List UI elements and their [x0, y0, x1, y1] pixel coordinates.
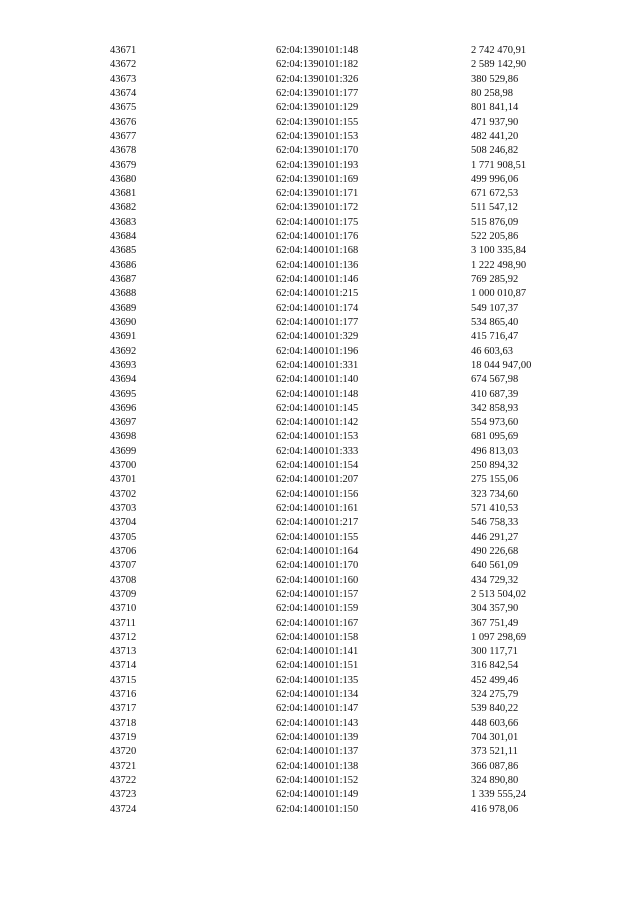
row-number: 43673	[110, 73, 137, 85]
cadastral-number: 62:04:1400101:160	[276, 574, 359, 586]
table-row	[110, 159, 580, 173]
row-number: 43708	[110, 574, 137, 586]
cadastral-value: 18 044 947,00	[471, 359, 532, 371]
table-row	[110, 745, 580, 759]
cadastral-number: 62:04:1400101:136	[276, 259, 359, 271]
row-number: 43695	[110, 388, 137, 400]
table-row	[110, 531, 580, 545]
row-number: 43672	[110, 59, 137, 71]
cadastral-number: 62:04:1390101:129	[276, 102, 359, 114]
table-row	[110, 445, 580, 459]
cadastral-number: 62:04:1400101:139	[276, 732, 359, 743]
table-row	[110, 430, 580, 444]
row-number: 43723	[110, 789, 137, 801]
cadastral-number: 62:04:1400101:176	[276, 231, 359, 243]
cadastral-value: 490 226,68	[471, 545, 519, 557]
cadastral-number: 62:04:1400101:148	[276, 388, 359, 400]
row-number: 43696	[110, 402, 137, 414]
cadastral-value: 640 561,09	[471, 560, 519, 572]
table-row	[110, 44, 580, 58]
row-number: 43701	[110, 474, 137, 486]
row-number: 43692	[110, 345, 137, 357]
row-number: 43719	[110, 732, 137, 743]
row-number: 43684	[110, 231, 137, 243]
cadastral-value: 275 155,06	[471, 474, 519, 486]
cadastral-number: 62:04:1400101:157	[276, 588, 359, 600]
row-number: 43714	[110, 660, 137, 672]
row-number: 43681	[110, 188, 137, 200]
cadastral-number: 62:04:1400101:138	[276, 760, 359, 772]
row-number: 43724	[110, 803, 137, 815]
cadastral-number: 62:04:1400101:168	[276, 245, 359, 257]
table-row	[110, 717, 580, 731]
row-number: 43713	[110, 646, 137, 658]
table-row	[110, 73, 580, 87]
cadastral-value: 304 357,90	[471, 603, 519, 615]
cadastral-number: 62:04:1400101:152	[276, 774, 359, 786]
cadastral-number: 62:04:1400101:207	[276, 474, 359, 486]
table-row	[110, 244, 580, 258]
cadastral-value: 1 222 498,90	[471, 259, 527, 271]
cadastral-number: 62:04:1390101:326	[276, 73, 359, 85]
row-number: 43687	[110, 274, 137, 285]
cadastral-number: 62:04:1400101:146	[276, 274, 359, 285]
cadastral-number: 62:04:1400101:155	[276, 531, 359, 543]
cadastral-value: 80 258,98	[471, 87, 513, 99]
cadastral-value: 546 758,33	[471, 517, 519, 529]
cadastral-value: 2 513 504,02	[471, 588, 527, 600]
table-row	[110, 760, 580, 774]
row-number: 43709	[110, 588, 137, 600]
table-row	[110, 359, 580, 373]
row-number: 43697	[110, 417, 137, 429]
row-number: 43707	[110, 560, 137, 572]
cadastral-number: 62:04:1400101:158	[276, 631, 359, 643]
row-number: 43683	[110, 216, 137, 228]
cadastral-number: 62:04:1390101:182	[276, 59, 359, 71]
cadastral-number: 62:04:1400101:329	[276, 331, 359, 343]
cadastral-value: 446 291,27	[471, 531, 519, 543]
table-row	[110, 130, 580, 144]
row-number: 43686	[110, 259, 137, 271]
row-number: 43675	[110, 102, 137, 114]
cadastral-value: 324 890,80	[471, 774, 519, 786]
data-table	[110, 44, 580, 817]
cadastral-value: 434 729,32	[471, 574, 519, 586]
row-number: 43693	[110, 359, 137, 371]
table-row	[110, 588, 580, 602]
cadastral-number: 62:04:1390101:171	[276, 188, 359, 200]
cadastral-value: 367 751,49	[471, 617, 519, 629]
row-number: 43704	[110, 517, 137, 529]
table-row	[110, 545, 580, 559]
row-number: 43703	[110, 503, 137, 514]
cadastral-number: 62:04:1400101:154	[276, 460, 359, 472]
table-row	[110, 502, 580, 516]
cadastral-value: 554 973,60	[471, 417, 519, 429]
cadastral-value: 250 894,32	[471, 460, 519, 472]
row-number: 43706	[110, 545, 137, 557]
table-row	[110, 702, 580, 716]
table-row	[110, 416, 580, 430]
row-number: 43711	[110, 617, 136, 629]
cadastral-number: 62:04:1400101:145	[276, 402, 359, 414]
cadastral-value: 2 589 142,90	[471, 59, 527, 71]
cadastral-number: 62:04:1400101:331	[276, 359, 359, 371]
cadastral-number: 62:04:1400101:174	[276, 302, 359, 314]
table-row	[110, 230, 580, 244]
cadastral-number: 62:04:1390101:170	[276, 145, 359, 157]
row-number: 43700	[110, 460, 137, 472]
table-row	[110, 459, 580, 473]
table-row	[110, 617, 580, 631]
table-row	[110, 388, 580, 402]
cadastral-value: 539 840,22	[471, 703, 519, 715]
table-row	[110, 645, 580, 659]
cadastral-value: 323 734,60	[471, 488, 519, 500]
cadastral-value: 471 937,90	[471, 116, 519, 128]
cadastral-value: 46 603,63	[471, 345, 513, 357]
table-row	[110, 273, 580, 287]
cadastral-value: 324 275,79	[471, 689, 519, 701]
cadastral-value: 410 687,39	[471, 388, 519, 400]
row-number: 43721	[110, 760, 137, 772]
cadastral-value: 515 876,09	[471, 216, 519, 228]
cadastral-number: 62:04:1400101:156	[276, 488, 359, 500]
cadastral-value: 366 087,86	[471, 760, 519, 772]
table-row	[110, 116, 580, 130]
cadastral-number: 62:04:1400101:149	[276, 789, 359, 801]
table-row	[110, 87, 580, 101]
cadastral-value: 534 865,40	[471, 316, 519, 328]
cadastral-value: 769 285,92	[471, 274, 519, 285]
table-row	[110, 788, 580, 802]
cadastral-number: 62:04:1390101:148	[276, 45, 359, 56]
table-row	[110, 187, 580, 201]
table-row	[110, 144, 580, 158]
cadastral-value: 342 858,93	[471, 402, 519, 414]
cadastral-number: 62:04:1400101:159	[276, 603, 359, 615]
row-number: 43710	[110, 603, 137, 615]
cadastral-value: 549 107,37	[471, 302, 519, 314]
table-row	[110, 101, 580, 115]
row-number: 43679	[110, 159, 137, 171]
cadastral-number: 62:04:1390101:169	[276, 173, 359, 185]
cadastral-value: 571 410,53	[471, 503, 519, 514]
cadastral-number: 62:04:1400101:140	[276, 374, 359, 386]
cadastral-value: 1 097 298,69	[471, 631, 527, 643]
row-number: 43717	[110, 703, 137, 715]
cadastral-number: 62:04:1400101:170	[276, 560, 359, 572]
row-number: 43716	[110, 689, 137, 701]
row-number: 43680	[110, 173, 137, 185]
row-number: 43715	[110, 674, 137, 686]
cadastral-value: 511 547,12	[471, 202, 518, 214]
table-row	[110, 58, 580, 72]
cadastral-value: 452 499,46	[471, 674, 519, 686]
table-row	[110, 774, 580, 788]
cadastral-number: 62:04:1400101:151	[276, 660, 359, 672]
cadastral-number: 62:04:1400101:177	[276, 316, 359, 328]
table-row	[110, 574, 580, 588]
cadastral-number: 62:04:1400101:215	[276, 288, 359, 300]
cadastral-value: 380 529,86	[471, 73, 519, 85]
table-row	[110, 659, 580, 673]
cadastral-value: 508 246,82	[471, 145, 519, 157]
cadastral-value: 671 672,53	[471, 188, 519, 200]
table-row	[110, 402, 580, 416]
cadastral-number: 62:04:1400101:147	[276, 703, 359, 715]
cadastral-value: 3 100 335,84	[471, 245, 527, 257]
table-row	[110, 516, 580, 530]
table-row	[110, 473, 580, 487]
cadastral-value: 316 842,54	[471, 660, 519, 672]
cadastral-value: 801 841,14	[471, 102, 519, 114]
cadastral-value: 522 205,86	[471, 231, 519, 243]
table-row	[110, 674, 580, 688]
table-row	[110, 287, 580, 301]
cadastral-value: 415 716,47	[471, 331, 519, 343]
cadastral-value: 1 771 908,51	[471, 159, 527, 171]
cadastral-number: 62:04:1400101:167	[276, 617, 359, 629]
row-number: 43722	[110, 774, 137, 786]
row-number: 43685	[110, 245, 137, 257]
row-number: 43702	[110, 488, 137, 500]
cadastral-number: 62:04:1390101:172	[276, 202, 359, 214]
row-number: 43682	[110, 202, 137, 214]
cadastral-number: 62:04:1400101:217	[276, 517, 359, 529]
row-number: 43720	[110, 746, 137, 758]
row-number: 43705	[110, 531, 137, 543]
cadastral-number: 62:04:1400101:142	[276, 417, 359, 429]
table-row	[110, 803, 580, 817]
cadastral-value: 499 996,06	[471, 173, 519, 185]
cadastral-value: 674 567,98	[471, 374, 519, 386]
cadastral-number: 62:04:1390101:177	[276, 87, 359, 99]
row-number: 43690	[110, 316, 137, 328]
cadastral-number: 62:04:1400101:196	[276, 345, 359, 357]
table-row	[110, 602, 580, 616]
cadastral-number: 62:04:1400101:333	[276, 445, 359, 457]
table-row	[110, 330, 580, 344]
row-number: 43694	[110, 374, 137, 386]
table-row	[110, 173, 580, 187]
cadastral-value: 373 521,11	[471, 746, 518, 758]
table-row	[110, 345, 580, 359]
row-number: 43688	[110, 288, 137, 300]
row-number: 43718	[110, 717, 137, 729]
table-row	[110, 302, 580, 316]
cadastral-number: 62:04:1400101:143	[276, 717, 359, 729]
row-number: 43677	[110, 130, 137, 142]
table-row	[110, 488, 580, 502]
cadastral-number: 62:04:1400101:175	[276, 216, 359, 228]
cadastral-value: 1 339 555,24	[471, 789, 527, 801]
row-number: 43676	[110, 116, 137, 128]
row-number: 43699	[110, 445, 137, 457]
cadastral-value: 448 603,66	[471, 717, 519, 729]
table-row	[110, 201, 580, 215]
row-number: 43678	[110, 145, 137, 157]
row-number: 43698	[110, 431, 137, 443]
table-row	[110, 373, 580, 387]
cadastral-number: 62:04:1400101:137	[276, 746, 359, 758]
cadastral-value: 681 095,69	[471, 431, 519, 443]
cadastral-number: 62:04:1400101:161	[276, 503, 359, 514]
cadastral-number: 62:04:1400101:135	[276, 674, 359, 686]
cadastral-value: 496 813,03	[471, 445, 519, 457]
row-number: 43671	[110, 45, 137, 56]
row-number: 43691	[110, 331, 137, 343]
cadastral-value: 2 742 470,91	[471, 45, 527, 56]
cadastral-value: 416 978,06	[471, 803, 519, 815]
cadastral-number: 62:04:1400101:134	[276, 689, 359, 701]
row-number: 43689	[110, 302, 137, 314]
table-row	[110, 259, 580, 273]
cadastral-value: 482 441,20	[471, 130, 519, 142]
cadastral-number: 62:04:1400101:141	[276, 646, 359, 658]
table-row	[110, 731, 580, 745]
row-number: 43674	[110, 87, 137, 99]
table-row	[110, 688, 580, 702]
cadastral-number: 62:04:1400101:150	[276, 803, 359, 815]
row-number: 43712	[110, 631, 137, 643]
table-row	[110, 559, 580, 573]
cadastral-value: 704 301,01	[471, 732, 519, 743]
cadastral-number: 62:04:1390101:193	[276, 159, 359, 171]
cadastral-value: 1 000 010,87	[471, 288, 527, 300]
cadastral-number: 62:04:1390101:155	[276, 116, 359, 128]
cadastral-value: 300 117,71	[471, 646, 518, 658]
cadastral-number: 62:04:1400101:153	[276, 431, 359, 443]
cadastral-number: 62:04:1400101:164	[276, 545, 359, 557]
table-row	[110, 316, 580, 330]
table-row	[110, 631, 580, 645]
table-row	[110, 216, 580, 230]
cadastral-number: 62:04:1390101:153	[276, 130, 359, 142]
